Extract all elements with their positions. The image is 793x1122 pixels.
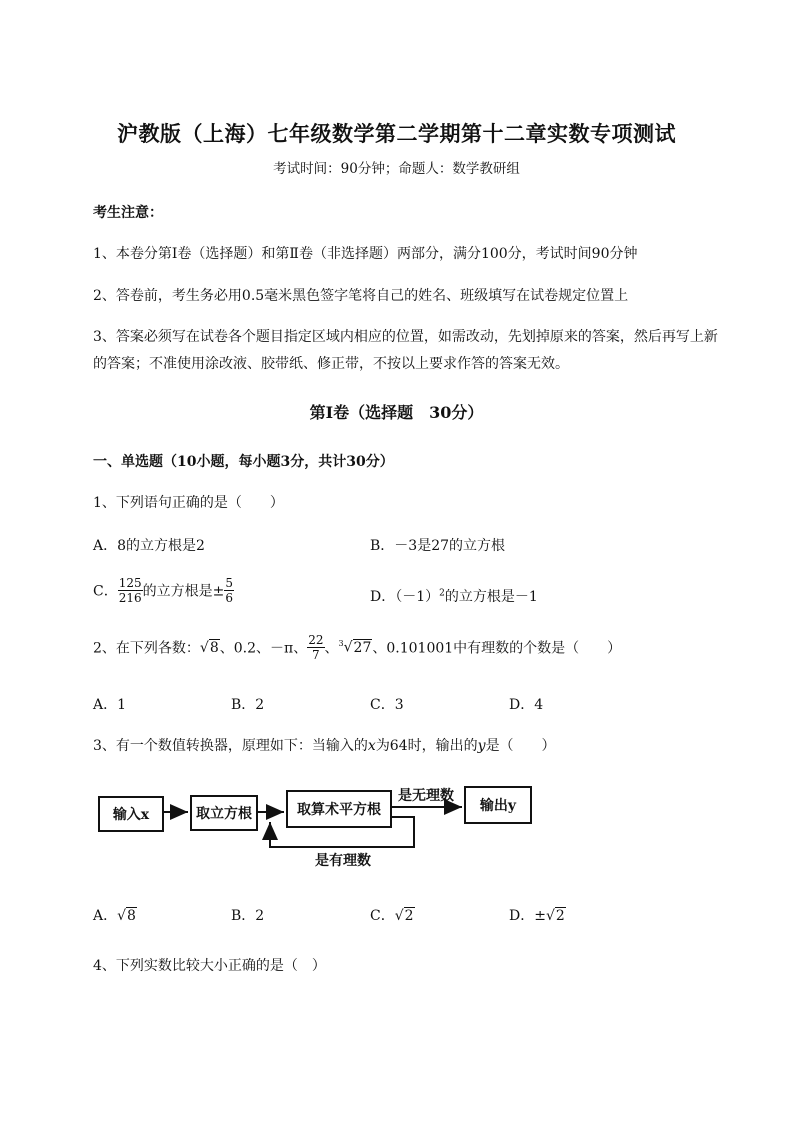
q2-option-c: C．3 — [370, 697, 404, 713]
fraction-22-7: $\frac{22}{7}$ — [308, 633, 324, 662]
part1-title: 第Ⅰ卷（选择题 30分） — [309, 403, 484, 422]
page-title: 沪教版（上海）七年级数学第二学期第十二章实数专项测试 — [117, 121, 676, 146]
sqrt-2: √2 — [545, 908, 565, 924]
q1-option-b: B．－3是27的立方根 — [370, 538, 506, 554]
q3-option-c: C．√2 — [370, 908, 414, 924]
q2-option-b: B．2 — [231, 697, 265, 713]
question-3-stem: 3、有一个数值转换器，原理如下：当输入的x为64时，输出的y是（ ） — [93, 738, 556, 754]
sqrt-8: √8 — [117, 908, 136, 924]
q1-option-c: C． $\frac{125}{216}$ 的立方根是± $\frac{5}{6}$ — [93, 576, 233, 605]
question-1-stem: 1、下列语句正确的是（ ） — [93, 495, 284, 511]
fraction-125-216: $\frac{125}{216}$ — [118, 576, 142, 605]
q2-option-d: D．4 — [509, 697, 544, 713]
page-subtitle: 考试时间：90分钟；命题人：数学教研组 — [273, 161, 520, 177]
sqrt-8: √8 — [199, 639, 219, 656]
flow-rational-label: 是有理数 — [315, 853, 371, 869]
q1-option-d: D．$(-1)^2$的立方根是－1 — [370, 588, 538, 605]
flow-cube-root-box: 取立方根 — [190, 795, 258, 831]
notice-item-3: 3、答案必须写在试卷各个题目指定区域内相应的位置，如需改动，先划掉原来的答案，然后再写上新 — [93, 329, 718, 345]
question-2-stem: 2、在下列各数：√8、0.2、－π、 $\frac{22}{7}$ 、$^3$√27、0.101001中有理数的个数是（ ） — [93, 633, 622, 662]
notice-item-1: 1、本卷分第Ⅰ卷（选择题）和第Ⅱ卷（非选择题）两部分，满分100分，考试时间90分钟 — [93, 246, 638, 262]
sqrt-2: √2 — [394, 908, 414, 924]
q3-option-b: B．2 — [231, 908, 265, 924]
notice-heading: 考生注意： — [93, 205, 163, 221]
flow-output-box: 输出y — [464, 786, 532, 824]
flow-input-box: 输入x — [98, 796, 164, 832]
flow-square-root-box: 取算术平方根 — [286, 790, 392, 828]
q1-option-a: A．8的立方根是2 — [93, 538, 205, 554]
q3-option-a: A．√8 — [93, 908, 136, 924]
q2-option-a: A．1 — [93, 697, 127, 713]
cube-root-27: $^3$√27 — [338, 639, 372, 656]
flow-irrational-label: 是无理数 — [398, 788, 454, 804]
q3-option-d: D．±√2 — [509, 908, 565, 924]
notice-item-2: 2、答卷前，考生务必用0.5毫米黑色签字笔将自己的姓名、班级填写在试卷规定位置上 — [93, 288, 629, 304]
notice-item-3-cont: 的答案；不准使用涂改液、胶带纸、修正带，不按以上要求作答的答案无效。 — [93, 356, 569, 372]
question-4-stem: 4、下列实数比较大小正确的是（ ） — [93, 958, 326, 974]
section-heading: 一、单选题（10小题，每小题3分，共计30分） — [93, 454, 394, 470]
fraction-5-6: $\frac{5}{6}$ — [225, 576, 233, 605]
